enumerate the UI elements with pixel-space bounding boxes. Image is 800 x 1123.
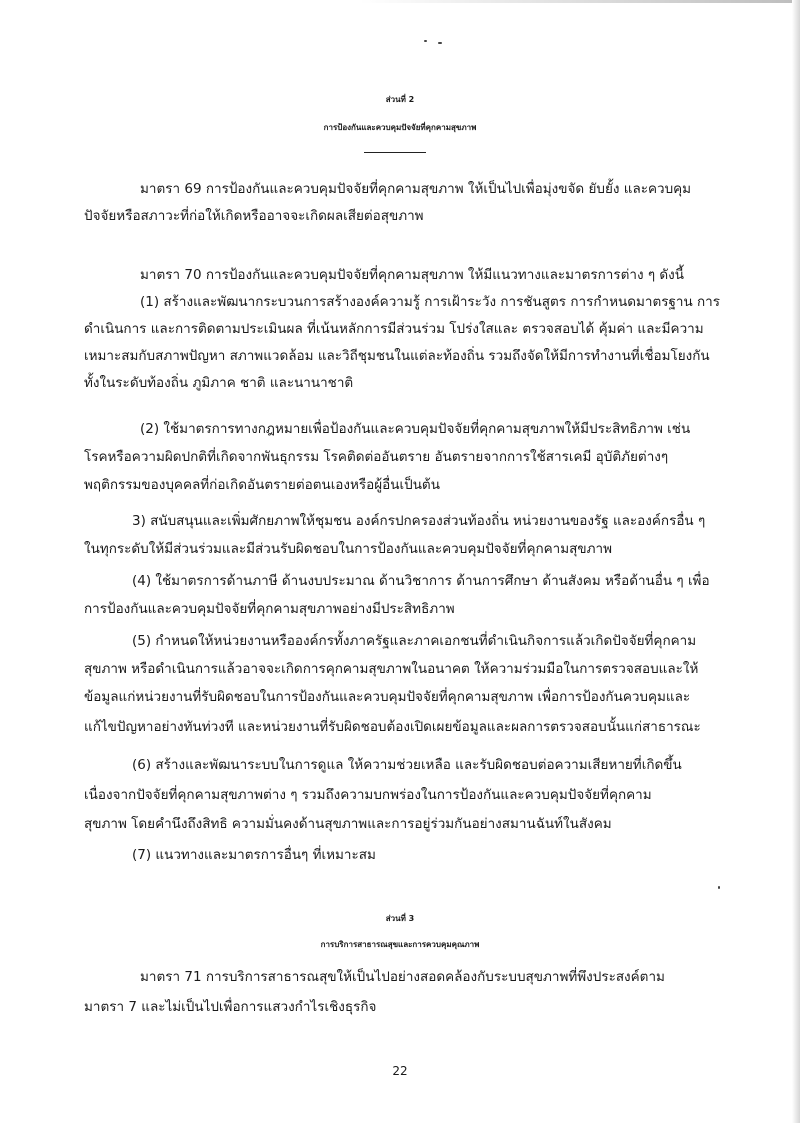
article-70-item-5-line-1: (5) กำหนดให้หน่วยงานหรือองค์กรทั้งภาครัฐและภาคเอกชนที่ดำเนินกิจการแล้วเกิดปัจจัยที่คุกคาม	[132, 633, 697, 649]
article-70-item-6-line-1: (6) สร้างและพัฒนาระบบในการดูแล ให้ความช่วยเหลือ และรับผิดชอบต่อความเสียหายที่เกิดขึ้น	[132, 757, 682, 773]
article-70-item-6-line-2: เนื่องจากปัจจัยที่คุกคามสุขภาพต่าง ๆ รวมถึงความบกพร่องในการป้องกันและควบคุมปัจจัยที่คุกคาม	[84, 787, 652, 803]
scan-speck	[424, 40, 427, 42]
section-3-title: การบริการสาธารณสุขและการควบคุมคุณภาพ	[320, 940, 480, 949]
article-70-item-5-line-4: แก้ไขปัญหาอย่างทันท่วงที และหน่วยงานที่รับผิดชอบต้องเปิดเผยข้อมูลและผลการตรวจสอบนั้นแก่สาธารณะ	[84, 719, 701, 735]
article-69-line-1: มาตรา 69 การป้องกันและควบคุมปัจจัยที่คุกคามสุขภาพ ให้เป็นไปเพื่อมุ่งขจัด ยับยั้ง และควบคุม	[140, 181, 692, 197]
page-number: 22	[392, 1064, 408, 1078]
article-70-item-4-line-2: การป้องกันและควบคุมปัจจัยที่คุกคามสุขภาพอย่างมีประสิทธิภาพ	[84, 601, 455, 617]
section-2-label: ส่วนที่ 2	[385, 95, 415, 104]
section-2-title: การป้องกันและควบคุมปัจจัยที่คุกคามสุขภาพ	[323, 123, 477, 132]
article-70-item-2-line-1: (2) ใช้มาตรการทางกฎหมายเพื่อป้องกันและควบคุมปัจจัยที่คุกคามสุขภาพให้มีประสิทธิภาพ เช่น	[140, 421, 691, 437]
article-70-item-1-line-3: เหมาะสมกับสภาพปัญหา สภาพแวดล้อม และวิถีชุมชนในแต่ละท้องถิ่น รวมถึงจัดให้มีการทำงานที่เชื่อมโยงกัน	[84, 348, 710, 364]
article-70-item-1-line-4: ทั้งในระดับท้องถิ่น ภูมิภาค ชาติ และนานาชาติ	[84, 375, 354, 391]
article-70-item-6-line-3: สุขภาพ โดยคำนึงถึงสิทธิ ความมั่นคงด้านสุขภาพและการอยู่ร่วมกันอย่างสมานฉันท์ในสังคม	[84, 816, 612, 832]
section-3-label: ส่วนที่ 3	[385, 914, 415, 923]
article-71-line-1: มาตรา 71 การบริการสาธารณสุขให้เป็นไปอย่างสอดคล้องกับระบบสุขภาพที่พึงประสงค์ตาม	[140, 969, 665, 985]
article-70-item-7-line-1: (7) แนวทางและมาตรการอื่นๆ ที่เหมาะสม	[132, 847, 376, 863]
article-70-item-3-line-1: 3) สนับสนุนและเพิ่มศักยภาพให้ชุมชน องค์กรปกครองส่วนท้องถิ่น หน่วยงานของรัฐ และองค์กรอื่น ๆ	[132, 513, 706, 529]
article-70-item-4-line-1: (4) ใช้มาตรการด้านภาษี ด้านงบประมาณ ด้านวิชาการ ด้านการศึกษา ด้านสังคม หรือด้านอื่น ๆ เพื่อ	[132, 573, 710, 589]
article-69-line-2: ปัจจัยหรือสภาวะที่ก่อให้เกิดหรืออาจจะเกิดผลเสียต่อสุขภาพ	[84, 208, 424, 224]
article-70-item-1-line-2: ดำเนินการ และการติดตามประเมินผล ที่เน้นหลักการมีส่วนร่วม โปร่งใสและ ตรวจสอบได้ คุ้มค่า และมีความ	[84, 321, 704, 337]
article-70-item-1-line-1: (1) สร้างและพัฒนากระบวนการสร้างองค์ความรู้ การเฝ้าระวัง การชันสูตร การกำหนดมาตรฐาน การ	[140, 294, 721, 310]
article-70-item-2-line-2: โรคหรือความผิดปกติที่เกิดจากพันธุกรรม โรคติดต่ออันตราย อันตรายจากการใช้สารเคมี อุบัติภัยต่างๆ	[84, 449, 669, 465]
article-71-line-2: มาตรา 7 และไม่เป็นไปเพื่อการแสวงกำไรเชิงธุรกิจ	[84, 999, 377, 1015]
scan-top-edge	[360, 0, 800, 3]
scan-speck	[438, 42, 442, 44]
scan-right-edge	[792, 0, 800, 1123]
article-70-item-2-line-3: พฤติกรรมของบุคคลที่ก่อเกิดอันตรายต่อตนเองหรือผู้อื่นเป็นต้น	[84, 477, 440, 493]
article-70-item-3-line-2: ในทุกระดับให้มีส่วนร่วมและมีส่วนรับผิดชอบในการป้องกันและควบคุมปัจจัยที่คุกคามสุขภาพ	[84, 541, 613, 557]
scan-speck	[718, 886, 720, 889]
article-70-intro: มาตรา 70 การป้องกันและควบคุมปัจจัยที่คุกคามสุขภาพ ให้มีแนวทางและมาตรการต่าง ๆ ดังนี้	[140, 267, 684, 283]
article-70-item-5-line-3: ข้อมูลแก่หน่วยงานที่รับผิดชอบในการป้องกันและควบคุมปัจจัยที่คุกคามสุขภาพ เพื่อการป้องกันควบคุมและ	[84, 689, 691, 705]
article-70-item-5-line-2: สุขภาพ หรือดำเนินการแล้วอาจจะเกิดการคุกคามสุขภาพในอนาคต ให้ความร่วมมือในการตรวจสอบและให้	[84, 661, 699, 677]
section-2-rule	[364, 152, 426, 153]
